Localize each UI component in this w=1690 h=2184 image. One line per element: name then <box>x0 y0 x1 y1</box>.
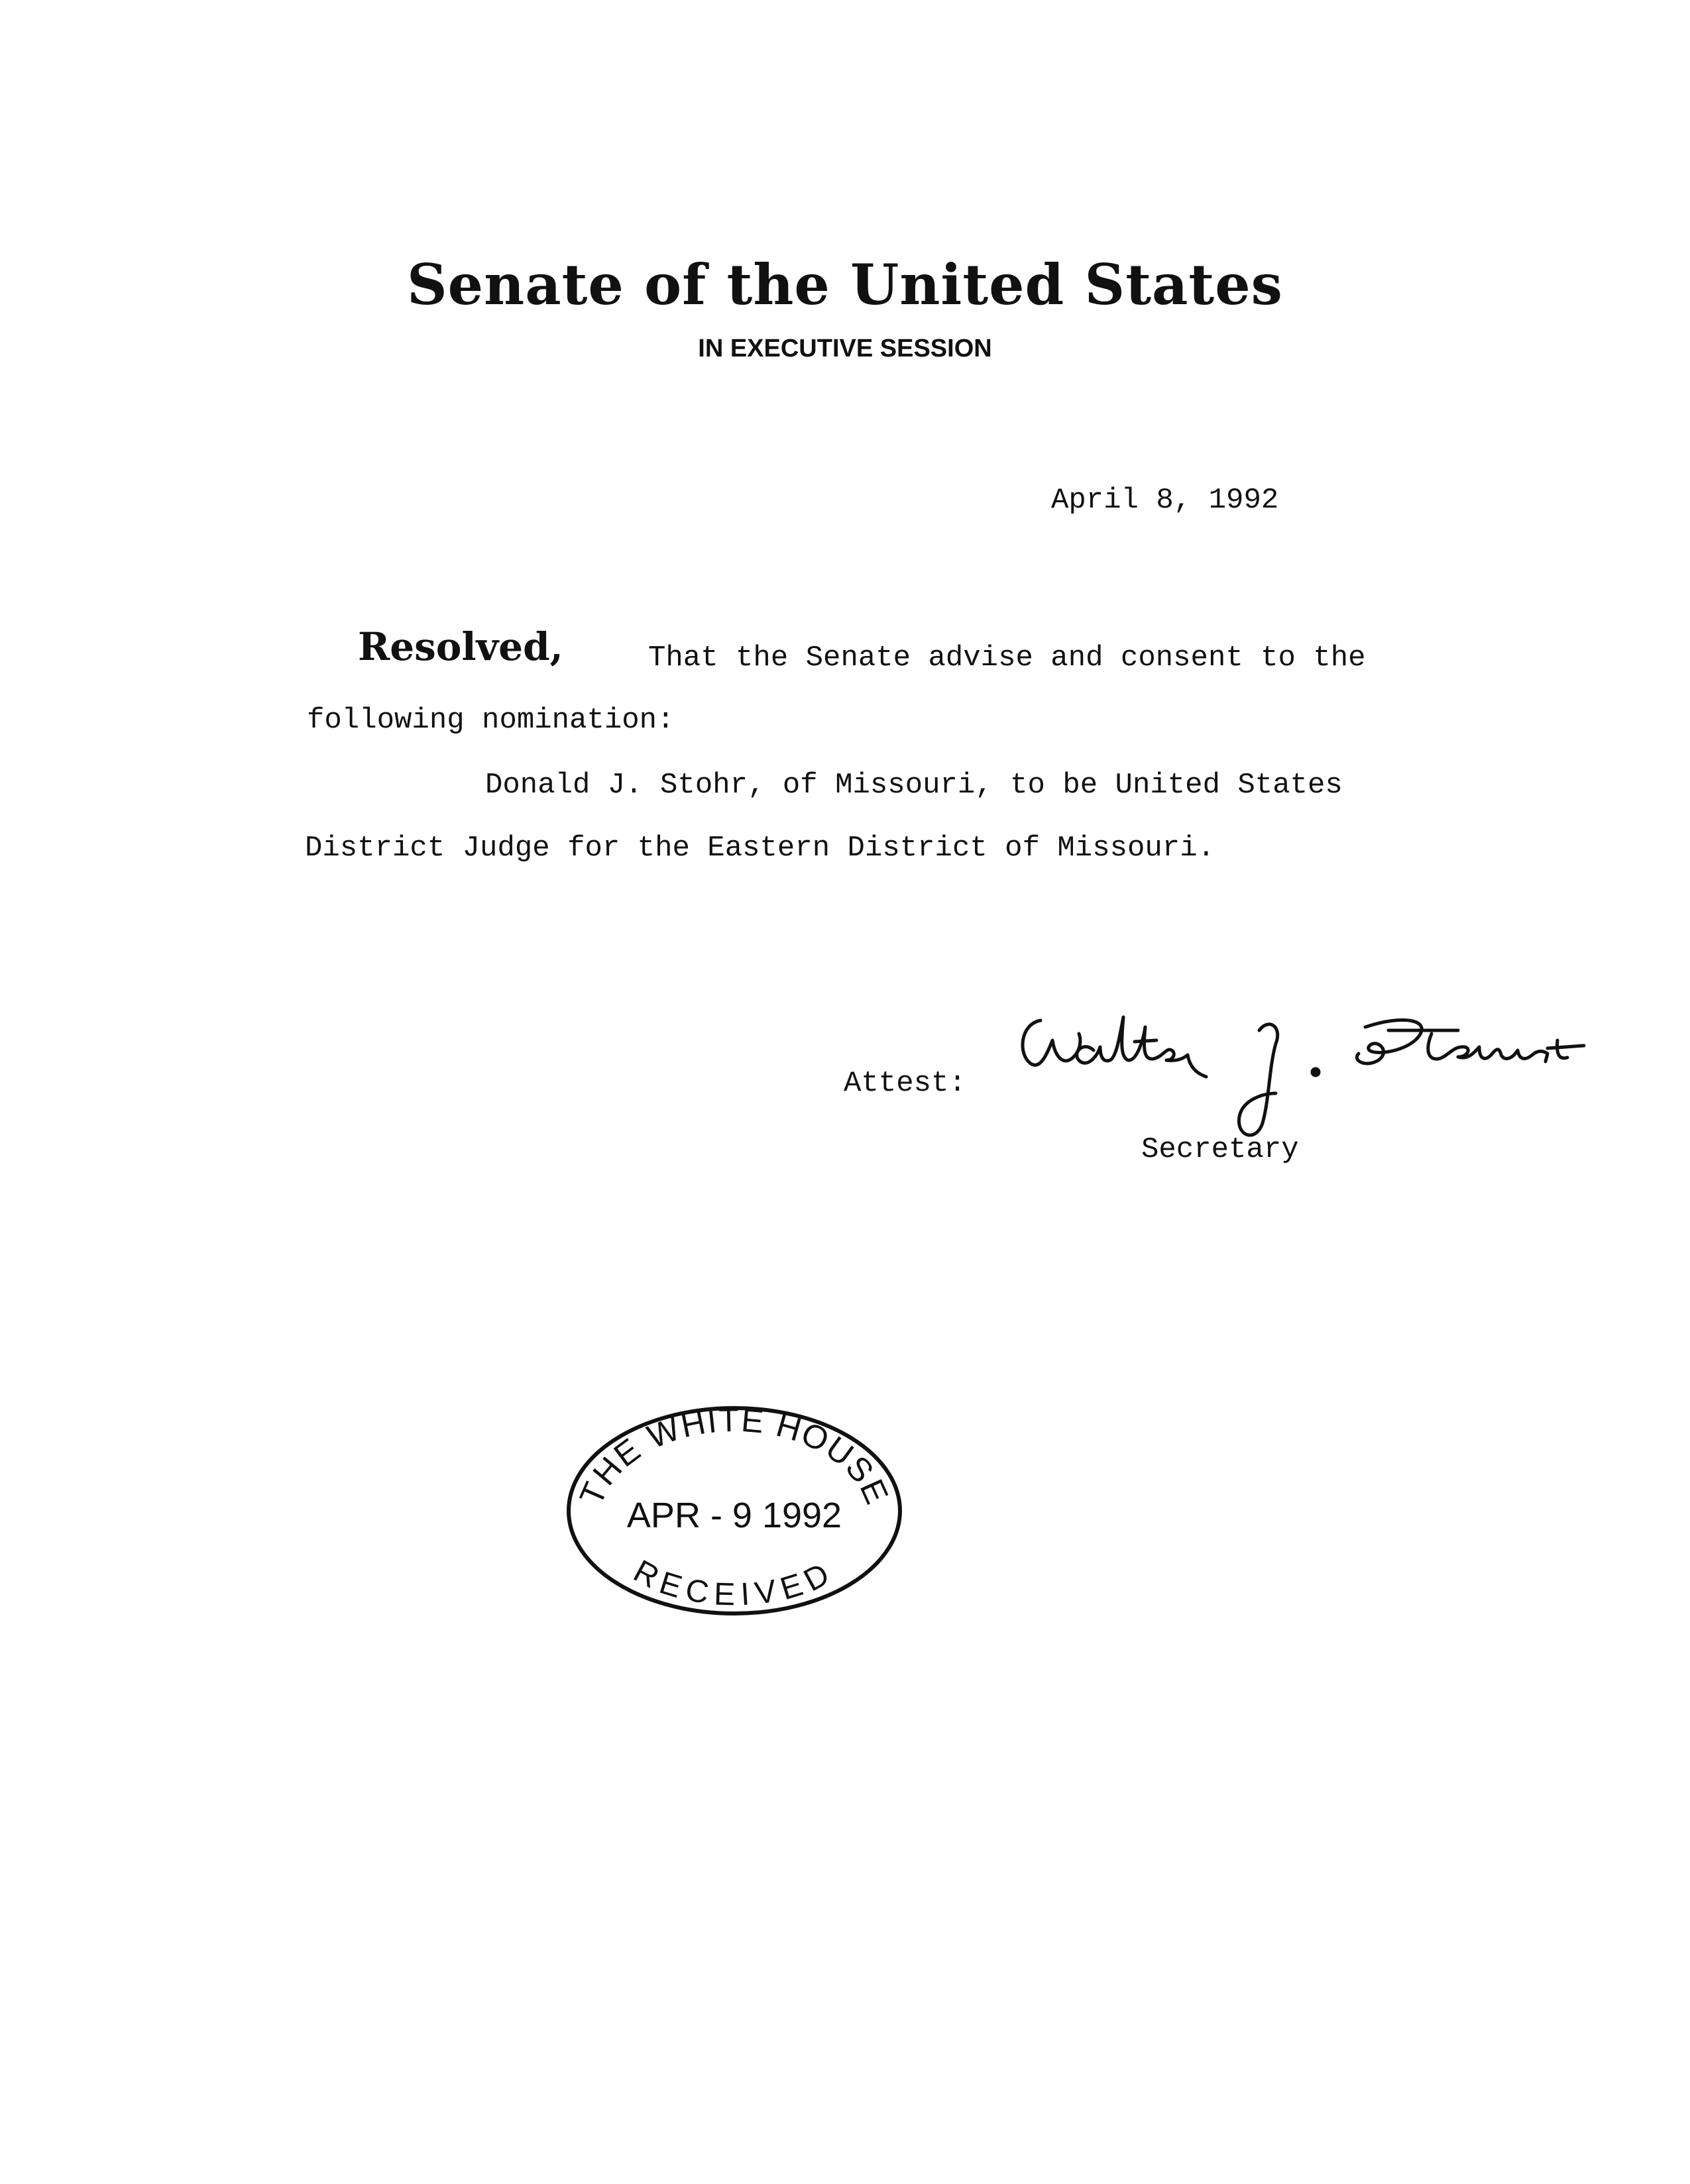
body-line-2: following nomination: <box>307 704 675 737</box>
stamp-bottom-text: RECEIVED <box>628 1553 841 1613</box>
resolved-label: Resolved, <box>358 624 563 669</box>
attest-label: Attest: <box>844 1067 966 1100</box>
body-line-1: That the Senate advise and consent to the <box>648 641 1366 675</box>
body-line-4: District Judge for the Eastern District of Missouri. <box>305 832 1215 865</box>
body-line-3: Donald J. Stohr, of Missouri, to be United States <box>485 769 1343 802</box>
handwritten-signature <box>1007 994 1637 1153</box>
svg-text:THE WHITE HOUSE <box>573 1401 896 1510</box>
signer-title: Secretary <box>1141 1133 1299 1166</box>
document-date: April 8, 1992 <box>1051 484 1279 517</box>
stamp-top-text: THE WHITE HOUSE <box>572 1401 897 1511</box>
stamp-date: APR - 9 1992 <box>626 1496 842 1535</box>
white-house-received-stamp <box>562 1401 907 1620</box>
document-heading: Senate of the United States <box>407 252 1283 317</box>
document-subheading: IN EXECUTIVE SESSION <box>698 335 992 362</box>
